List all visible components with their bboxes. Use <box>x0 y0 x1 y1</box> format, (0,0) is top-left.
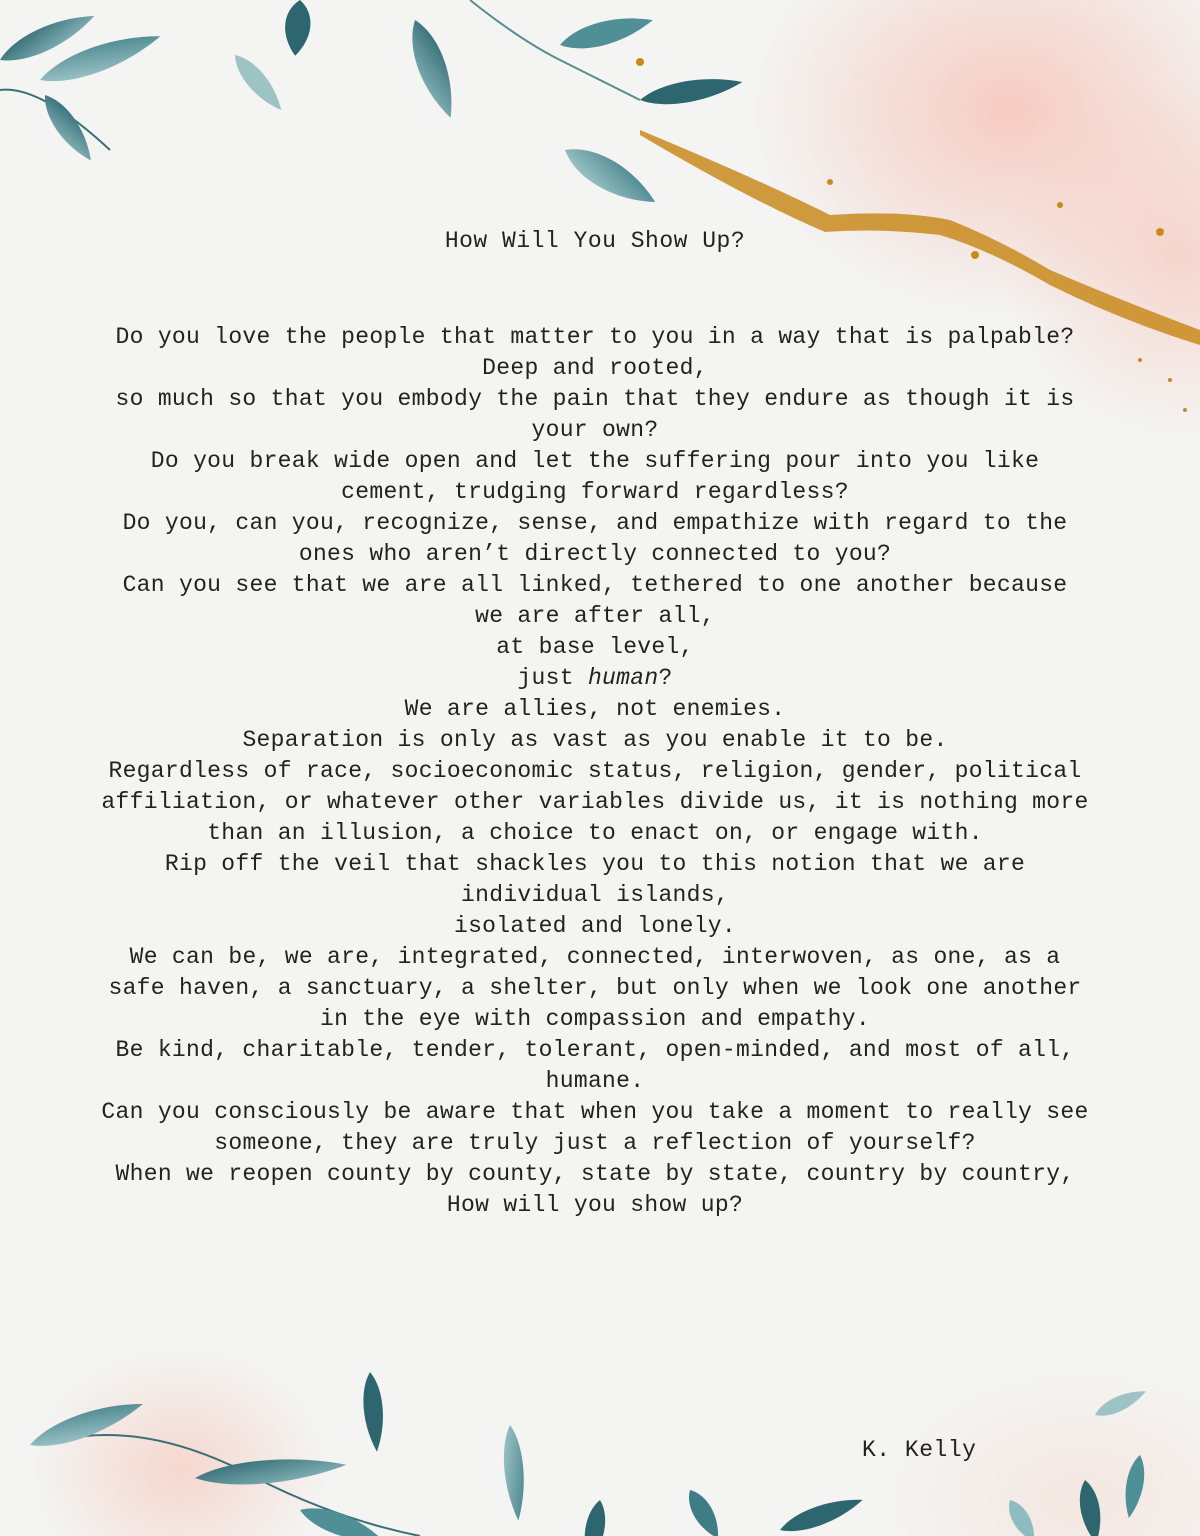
leaf-cluster-top-left <box>0 0 313 167</box>
poem-line: Do you, can you, recognize, sense, and empathize with regard to the ones who aren’t directly connected to you? <box>122 510 1068 567</box>
poem-title: How Will You Show Up? <box>444 228 746 254</box>
poem-line-text: ? <box>658 665 673 691</box>
leaf-cluster-bottom-left <box>26 1371 866 1536</box>
poem-line: Regardless of race, socioeconomic status, religion, gender, political affiliation, or whatever other variables divide us, it is nothing more than an illusion, a choice to enact on, or engage with. <box>101 758 1089 846</box>
poem-line: Deep and rooted, <box>482 355 708 381</box>
leaf-cluster-bottom-right <box>1003 1385 1149 1536</box>
poem-line: at base level, <box>496 634 694 660</box>
poem-line: How will you show up? <box>446 1192 744 1218</box>
poem-line: We are allies, not enemies. <box>404 696 786 722</box>
poem-line: so much so that you embody the pain that they endure as though it is your own? <box>115 386 1075 443</box>
poem-line: Do you break wide open and let the suffering pour into you like cement, trudging forward regardless? <box>150 448 1040 505</box>
poem-line: Separation is only as vast as you enable it to be. <box>242 727 948 753</box>
author-signature: K. Kelly <box>862 1437 977 1463</box>
poem-line-text: just <box>517 665 588 691</box>
poem-line: Can you consciously be aware that when you take a moment to really see someone, they are truly just a reflection of yourself? <box>101 1099 1089 1156</box>
poem-line: Do you love the people that matter to you in a way that is palpable? <box>115 324 1075 350</box>
poem-line: Rip off the veil that shackles you to this notion that we are individual islands, <box>164 851 1026 908</box>
poem-line: isolated and lonely. <box>453 913 737 939</box>
poem-line: When we reopen county by county, state by state, country by country, <box>115 1161 1075 1187</box>
poem-line: We can be, we are, integrated, connected, interwoven, as one, as a safe haven, a sanctuary, a shelter, but only when we look one another in the eye with compassion and empathy. <box>108 944 1082 1032</box>
poem-body <box>100 322 1090 1221</box>
poem-line: Be kind, charitable, tender, tolerant, open-minded, and most of all, humane. <box>115 1037 1075 1094</box>
leaf-cluster-top-center <box>402 0 744 215</box>
poem-emphasis: human <box>587 665 659 691</box>
poem-line: Can you see that we are all linked, tethered to one another because <box>122 572 1068 598</box>
poem-line <box>100 663 1090 694</box>
poem-line: we are after all, <box>475 603 715 629</box>
